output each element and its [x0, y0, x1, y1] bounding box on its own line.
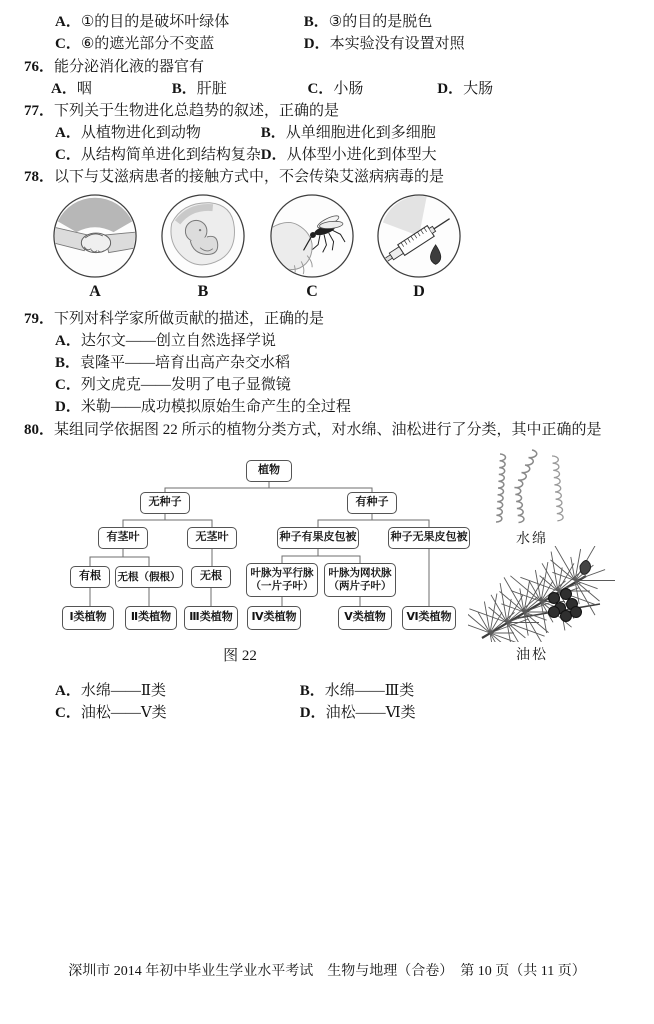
- q80-stem-line: [24, 420, 602, 440]
- q77-number: 77．: [24, 103, 55, 119]
- q80-option-b: B．水绵——Ⅲ类: [299, 683, 415, 699]
- prev-options-row-1: [55, 12, 432, 32]
- tree-node-class5: Ⅴ类植物: [338, 606, 392, 630]
- tree-node-root: 植物: [246, 460, 292, 482]
- tree-node-net-veins: 叶脉为网状脉 （两片子叶）: [324, 563, 396, 597]
- page-footer: 深圳市 2014 年初中毕业生学业水平考试 生物与地理（合卷） 第 10 页（共 11 页）: [68, 964, 586, 979]
- q76-options-row: [51, 79, 493, 99]
- tree-node-class3: Ⅲ类植物: [184, 606, 238, 630]
- q80-stem: 某组同学依据图 22 所示的植物分类方式，对水绵、油松进行了分类，其中正确的是: [54, 422, 602, 438]
- tree-node-no-stem-leaf: 无茎叶: [187, 527, 237, 549]
- q77-option-a: A．从植物进化到动物: [55, 125, 201, 141]
- q78-number: 78．: [24, 169, 55, 185]
- q79-option-a: A．达尔文——创立自然选择学说: [55, 333, 276, 349]
- q79-option-b: B．袁隆平——培育出高产杂交水稻: [55, 355, 291, 371]
- q80-number: 80．: [24, 422, 55, 438]
- tree-node-seed: 有种子: [347, 492, 397, 514]
- q76-option-c: C．小肠: [307, 81, 364, 97]
- tree-node-stem-leaf: 有茎叶: [98, 527, 148, 549]
- q76-number: 76．: [24, 59, 55, 75]
- q77-options-row-1: [55, 123, 436, 143]
- prev-option-d: D．本实验没有设置对照: [303, 36, 465, 52]
- q79-stem-line: [24, 309, 324, 329]
- tree-node-root-no: 无根: [191, 566, 231, 588]
- q80-options-row-2: [55, 703, 416, 723]
- syringe-icon: [376, 193, 462, 279]
- q77-options-row-2: [55, 145, 437, 165]
- q76-stem-line: [24, 57, 204, 77]
- fetus-icon: [160, 193, 246, 279]
- q80-options-row-1: [55, 681, 414, 701]
- q79-option-c: C．列文虎克——发明了电子显微镜: [55, 377, 291, 393]
- q79-option-d: D．米勒——成功模拟原始生命产生的全过程: [55, 399, 351, 415]
- q78-stem: 以下与艾滋病患者的接触方式中，不会传染艾滋病病毒的是: [54, 169, 445, 185]
- q76-option-d: D．大肠: [437, 81, 494, 97]
- figure-22: [0, 448, 654, 676]
- pine-illustration: [468, 546, 638, 642]
- q77-stem: 下列关于生物进化总趋势的叙述，正确的是: [54, 103, 340, 119]
- q80-option-a: A．水绵——Ⅱ类: [55, 683, 167, 699]
- prev-option-c: C．⑥的遮光部分不变蓝: [55, 36, 215, 52]
- q77-option-b: B．从单细胞进化到多细胞: [260, 125, 436, 141]
- tree-node-class1: Ⅰ类植物: [62, 606, 114, 630]
- handshake-icon: [52, 193, 138, 279]
- tree-node-class4: Ⅳ类植物: [247, 606, 301, 630]
- q77-stem-line: [24, 101, 339, 121]
- spirogyra-illustration: [480, 448, 572, 528]
- tree-node-no-seed: 无种子: [140, 492, 190, 514]
- prev-option-b: B．③的目的是脱色: [303, 14, 433, 30]
- q79-number: 79．: [24, 311, 55, 327]
- mosquito-icon: [269, 193, 355, 279]
- pine-label: 油松: [516, 648, 548, 663]
- q76-stem: 能分泌消化液的器官有: [54, 59, 205, 75]
- tree-node-seed-enclosed: 种子有果皮包被: [277, 527, 359, 549]
- q78-image-label-b: B: [197, 283, 209, 300]
- tree-node-parallel-veins: 叶脉为平行脉 （一片子叶）: [246, 563, 318, 597]
- q78-image-label-d: D: [413, 283, 425, 300]
- q79-stem: 下列对科学家所做贡献的描述，正确的是: [54, 311, 325, 327]
- tree-node-class2: Ⅱ类植物: [125, 606, 177, 630]
- q80-option-d: D．油松——Ⅵ类: [299, 705, 416, 721]
- q78-image-label-c: C: [306, 283, 318, 300]
- tree-node-seed-naked: 种子无果皮包被: [388, 527, 470, 549]
- figure-caption: 图 22: [223, 648, 257, 664]
- prev-option-a: A．①的目的是破坏叶绿体: [55, 14, 230, 30]
- q80-option-c: C．油松——Ⅴ类: [55, 705, 167, 721]
- tree-node-root-yes: 有根: [70, 566, 110, 588]
- spirogyra-label: 水绵: [516, 532, 548, 547]
- q77-option-d: D．从体型小进化到体型大: [260, 147, 437, 163]
- q76-option-a: A．咽: [51, 81, 92, 97]
- prev-options-row-2: [55, 34, 465, 54]
- q76-option-b: B．肝脏: [171, 81, 227, 97]
- q78-image-label-a: A: [89, 283, 101, 300]
- tree-node-root-no-rhizoid: 无根（假根）: [115, 566, 183, 588]
- q77-option-c: C．从结构简单进化到结构复杂: [55, 147, 261, 163]
- tree-node-class6: Ⅵ类植物: [402, 606, 456, 630]
- q78-stem-line: [24, 167, 444, 187]
